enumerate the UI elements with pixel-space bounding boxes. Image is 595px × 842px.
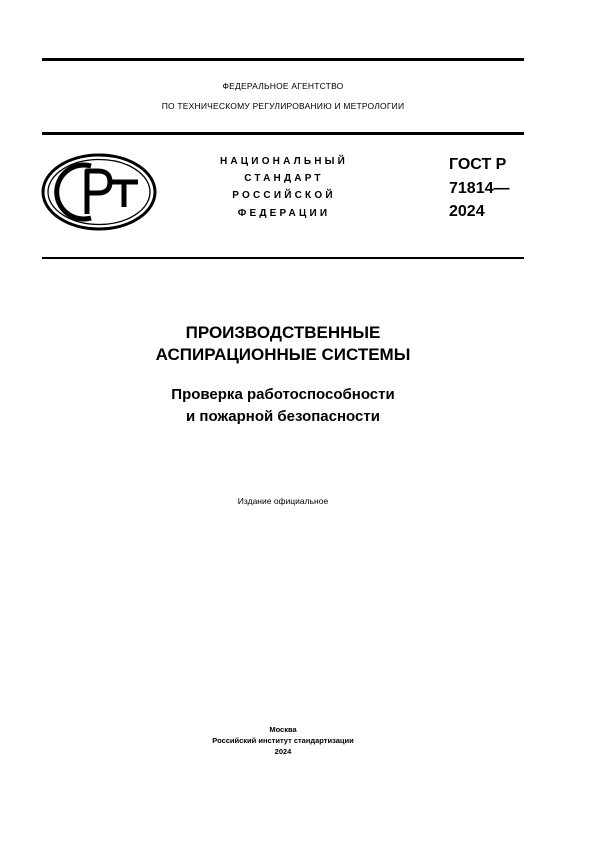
top-rule bbox=[42, 58, 524, 61]
agency-line-2: ПО ТЕХНИЧЕСКОМУ РЕГУЛИРОВАНИЮ И МЕТРОЛОГИИ bbox=[161, 101, 405, 111]
footer-city: Москва bbox=[269, 725, 297, 734]
document-title-line-2: АСПИРАЦИОННЫЕ СИСТЕМЫ bbox=[155, 345, 411, 364]
edition-label: Издание официальное bbox=[237, 496, 329, 506]
designation-line-2: 71814— bbox=[449, 180, 510, 197]
header-rule bbox=[42, 132, 524, 135]
national-standard-line-3: РОССИЙСКОЙ bbox=[232, 190, 336, 201]
national-standard-line-4: ФЕДЕРАЦИИ bbox=[237, 208, 331, 219]
footer-publisher: Российский институт стандартизации bbox=[212, 736, 354, 745]
document-title-line-1: ПРОИЗВОДСТВЕННЫЕ bbox=[185, 323, 381, 342]
designation-line-1: ГОСТ Р bbox=[449, 156, 507, 173]
national-standard-line-2: СТАНДАРТ bbox=[244, 173, 324, 184]
gost-rst-emblem-icon bbox=[40, 152, 158, 232]
national-standard-line-1: НАЦИОНАЛЬНЫЙ bbox=[219, 156, 349, 167]
footer-year: 2024 bbox=[274, 747, 292, 756]
document-subtitle-line-2: и пожарной безопасности bbox=[186, 408, 380, 425]
agency-line-1: ФЕДЕРАЛЬНОЕ АГЕНТСТВО bbox=[222, 81, 344, 91]
bottom-header-rule bbox=[42, 257, 524, 259]
document-subtitle-line-1: Проверка работоспособности bbox=[171, 386, 395, 403]
designation-line-3: 2024 bbox=[449, 203, 485, 220]
